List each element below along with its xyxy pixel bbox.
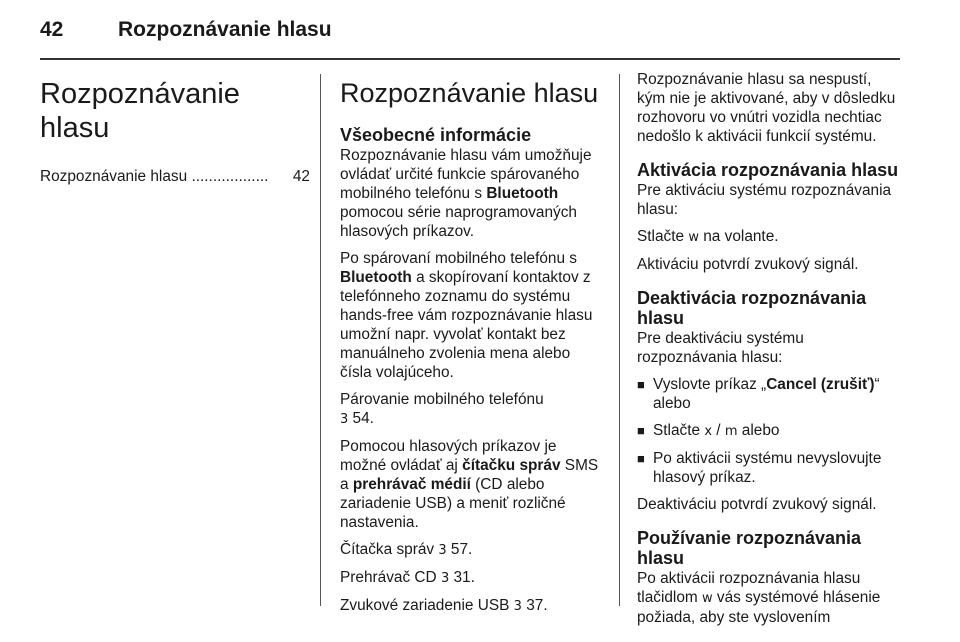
cross-reference[interactable]: Zvukové zariadenie USB 3 37. (340, 597, 548, 614)
column-divider (320, 74, 321, 606)
section-title: Rozpoznávanie hlasu (340, 78, 599, 108)
cross-reference[interactable]: Prehrávač CD 3 31. (340, 569, 475, 586)
paragraph: Aktiváciu potvrdí zvukový signál. (637, 256, 859, 273)
paragraph: Po aktivácii rozpoznávania hlasu tlačidlom w vás systémové hlásenie požiada, aby ste vyslovením (637, 570, 881, 626)
cross-reference[interactable]: Párovanie mobilného telefónu 3 54. (340, 391, 544, 427)
paragraph: Stlačte w na volante. (637, 228, 779, 245)
paragraph: Po spárovaní mobilného telefónu s Bluetooth a skopírovaní kontaktov z telefónneho zoznamu do systému hands-free vám rozpoznávanie hlasu umožní napr. vyvolať kontakt bez manuálneho zvolenia mena alebo čísla volajúceho. (340, 250, 593, 381)
subsection-title: Aktivácia rozpoznávania hlasu (637, 160, 899, 180)
voice-button-icon: w (702, 591, 713, 606)
paragraph: Pomocou hlasových príkazov je možné ovládať aj čítačku správ SMS a prehrávač médií (CD alebo zariadenie USB) a meniť rozličné nastavenia. (340, 438, 599, 531)
back-icon: m (724, 424, 738, 439)
cross-reference[interactable]: Čítačka správ 3 57. (340, 541, 473, 558)
content-column-2 (637, 70, 903, 635)
subsection-title: Používanie rozpoznávania hlasu (637, 528, 862, 568)
page-number: 42 (40, 18, 64, 41)
paragraph: Rozpoznávanie hlasu sa nespustí, kým nie je aktivované, aby v dôsledku rozhovoru vo vnútri vozidla nechtiac nedošlo k aktivácii funkcií systému. (637, 71, 896, 145)
end-call-icon: x (704, 424, 713, 439)
list-item: ■ Vyslovte príkaz „Cancel (zrušiť)“ alebo (637, 376, 880, 412)
header-rule (40, 58, 900, 60)
bullet-icon: ■ (637, 423, 645, 438)
column-divider (619, 74, 620, 606)
reference-arrow-icon: 3 (340, 412, 349, 427)
reference-arrow-icon: 3 (440, 571, 450, 586)
bullet-icon: ■ (637, 451, 645, 466)
paragraph: Pre deaktiváciu systému rozpoznávania hlasu: (637, 330, 804, 366)
toc-entry[interactable] (40, 167, 310, 186)
reference-arrow-icon: 3 (438, 543, 447, 558)
list-item: ■ Po aktivácii systému nevyslovujte hlasový príkaz. (637, 450, 882, 486)
running-title: Rozpoznávanie hlasu (118, 18, 332, 41)
reference-arrow-icon: 3 (513, 599, 522, 614)
list-item: ■ Stlačte x / m alebo (637, 422, 780, 439)
page-header (40, 14, 900, 58)
bullet-list (637, 375, 903, 487)
subsection-title: Všeobecné informácie (340, 125, 532, 145)
bullet-icon: ■ (637, 377, 645, 392)
toc-page: 42 (292, 168, 310, 185)
paragraph: Deaktiváciu potvrdí zvukový signál. (637, 496, 877, 513)
toc-column (40, 70, 310, 186)
chapter-title: Rozpoznávanie hlasu (40, 78, 240, 144)
content-column-1 (340, 70, 602, 624)
voice-button-icon: w (688, 230, 699, 245)
toc-label: Rozpoznávanie hlasu .................. (40, 168, 269, 185)
paragraph: Pre aktiváciu systému rozpoznávania hlasu: (637, 182, 892, 218)
paragraph: Rozpoznávanie hlasu vám umožňuje ovládať určité funkcie spárovaného mobilného telefónu s Bluetooth pomocou série naprogramovaných hlasových príkazov. (340, 147, 592, 240)
subsection-title: Deaktivácia rozpoznávania hlasu (637, 288, 867, 328)
